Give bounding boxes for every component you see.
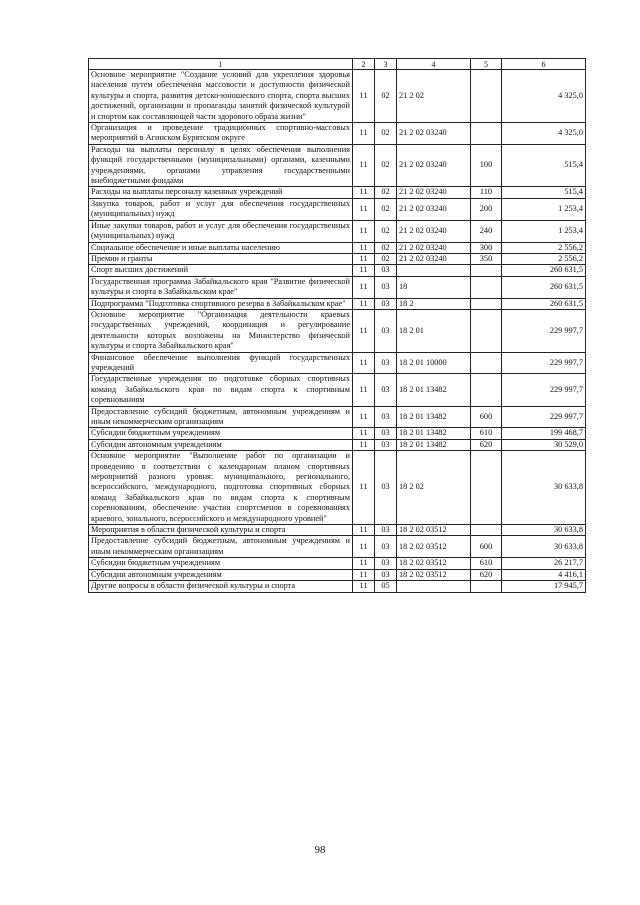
cell-name: Иные закупки товаров, работ и услуг для обеспечения государственных (муниципальных) нужд bbox=[89, 220, 353, 242]
header-col-6: 6 bbox=[502, 59, 586, 70]
cell-section: 11 bbox=[353, 144, 375, 187]
table-row bbox=[89, 439, 586, 450]
header-col-2: 2 bbox=[353, 59, 375, 70]
cell-subsection: 03 bbox=[375, 569, 397, 580]
cell-target-article: 21 2 02 03240 bbox=[397, 123, 471, 145]
cell-amount: 30 633,8 bbox=[502, 525, 586, 536]
cell-amount: 2 556,2 bbox=[502, 253, 586, 264]
cell-expense-type: 610 bbox=[471, 428, 502, 439]
cell-name: Закупка товаров, работ и услуг для обеспечения государственных (муниципальных) нужд bbox=[89, 198, 353, 220]
cell-amount: 2 556,2 bbox=[502, 242, 586, 253]
cell-subsection: 03 bbox=[375, 439, 397, 450]
cell-section: 11 bbox=[353, 70, 375, 123]
cell-section: 11 bbox=[353, 298, 375, 309]
cell-section: 11 bbox=[353, 123, 375, 145]
cell-subsection: 02 bbox=[375, 198, 397, 220]
cell-expense-type: 110 bbox=[471, 187, 502, 198]
cell-target-article: 18 2 01 10000 bbox=[397, 352, 471, 374]
cell-subsection: 03 bbox=[375, 352, 397, 374]
table-row bbox=[89, 569, 586, 580]
cell-name: Основное мероприятие "Выполнение работ по организации и проведению в соответствии с календарным планом спортивных мероприятий разного уровня: муниципального, регионального, всероссийского, международного, подготовка спортивных сборных команд Забайкальского края по видам спорта к спортивным соревнованиям, обеспечение участия спортсменов в соревнованиях краевого, зонального, всероссийского и международного уровней" bbox=[89, 451, 353, 525]
cell-subsection: 03 bbox=[375, 309, 397, 352]
cell-expense-type bbox=[471, 525, 502, 536]
cell-amount: 30 633,8 bbox=[502, 451, 586, 525]
table-row bbox=[89, 558, 586, 569]
cell-subsection: 03 bbox=[375, 298, 397, 309]
cell-section: 11 bbox=[353, 242, 375, 253]
cell-name: Государственная программа Забайкальского края "Развитие физической культуры и спорта в Забайкальском крае" bbox=[89, 276, 353, 298]
cell-section: 11 bbox=[353, 558, 375, 569]
table-row bbox=[89, 276, 586, 298]
table-row bbox=[89, 536, 586, 558]
cell-name: Субсидии автономным учреждениям bbox=[89, 569, 353, 580]
cell-section: 11 bbox=[353, 374, 375, 406]
table-row bbox=[89, 187, 586, 198]
cell-name: Мероприятия в области физической культуры и спорта bbox=[89, 525, 353, 536]
cell-expense-type bbox=[471, 374, 502, 406]
cell-subsection: 02 bbox=[375, 144, 397, 187]
cell-target-article: 21 2 02 03240 bbox=[397, 198, 471, 220]
cell-name: Социальное обеспечение и иные выплаты населению bbox=[89, 242, 353, 253]
cell-target-article: 18 2 01 13482 bbox=[397, 428, 471, 439]
cell-amount: 4 325,0 bbox=[502, 70, 586, 123]
cell-target-article: 18 2 02 03512 bbox=[397, 525, 471, 536]
cell-amount: 30 529,0 bbox=[502, 439, 586, 450]
cell-name: Другие вопросы в области физической культуры и спорта bbox=[89, 581, 353, 592]
cell-amount: 30 633,8 bbox=[502, 536, 586, 558]
cell-subsection: 02 bbox=[375, 187, 397, 198]
cell-amount: 229 997,7 bbox=[502, 374, 586, 406]
table-header-row bbox=[89, 59, 586, 70]
cell-expense-type bbox=[471, 123, 502, 145]
cell-expense-type: 100 bbox=[471, 144, 502, 187]
cell-target-article: 18 2 01 13482 bbox=[397, 439, 471, 450]
table-row bbox=[89, 428, 586, 439]
cell-name: Подпрограмма "Подготовка спортивного резерва в Забайкальском крае" bbox=[89, 298, 353, 309]
cell-target-article: 18 2 02 03512 bbox=[397, 569, 471, 580]
cell-name: Основное мероприятие "Создание условий для укрепления здоровья населения путем обеспечения массовости и доступности физической культуры и спорта, развития детско-юношеского спорта, спорта высших достижений, организации и пропаганды занятий физической культурой и спортом как составляющей части здорового образа жизни" bbox=[89, 70, 353, 123]
cell-amount: 515,4 bbox=[502, 187, 586, 198]
cell-target-article: 18 2 02 03512 bbox=[397, 558, 471, 569]
budget-table bbox=[88, 58, 586, 593]
cell-expense-type bbox=[471, 309, 502, 352]
cell-section: 11 bbox=[353, 525, 375, 536]
cell-target-article: 18 2 01 bbox=[397, 309, 471, 352]
cell-expense-type: 610 bbox=[471, 558, 502, 569]
header-col-1: 1 bbox=[89, 59, 353, 70]
cell-target-article: 18 2 bbox=[397, 298, 471, 309]
cell-section: 11 bbox=[353, 253, 375, 264]
cell-name: Финансовое обеспечение выполнения функций государственных учреждений bbox=[89, 352, 353, 374]
cell-expense-type bbox=[471, 581, 502, 592]
cell-target-article: 21 2 02 03240 bbox=[397, 242, 471, 253]
cell-section: 11 bbox=[353, 428, 375, 439]
cell-subsection: 03 bbox=[375, 536, 397, 558]
cell-name: Расходы на выплаты персоналу казенных учреждений bbox=[89, 187, 353, 198]
table-row bbox=[89, 70, 586, 123]
cell-section: 11 bbox=[353, 220, 375, 242]
cell-subsection: 03 bbox=[375, 558, 397, 569]
cell-subsection: 05 bbox=[375, 581, 397, 592]
table-row bbox=[89, 298, 586, 309]
cell-amount: 1 253,4 bbox=[502, 220, 586, 242]
cell-subsection: 03 bbox=[375, 276, 397, 298]
cell-target-article: 18 2 02 03512 bbox=[397, 536, 471, 558]
cell-amount: 17 945,7 bbox=[502, 581, 586, 592]
cell-subsection: 02 bbox=[375, 123, 397, 145]
table-row bbox=[89, 198, 586, 220]
cell-target-article bbox=[397, 581, 471, 592]
cell-name: Спорт высших достижений bbox=[89, 265, 353, 276]
header-col-5: 5 bbox=[471, 59, 502, 70]
cell-amount: 515,4 bbox=[502, 144, 586, 187]
cell-name: Предоставление субсидий бюджетным, автономным учреждениям и иным некоммерческим организациям bbox=[89, 536, 353, 558]
cell-target-article: 18 2 01 13482 bbox=[397, 374, 471, 406]
cell-target-article: 18 2 02 bbox=[397, 451, 471, 525]
table-row bbox=[89, 374, 586, 406]
table-row bbox=[89, 220, 586, 242]
table-row bbox=[89, 123, 586, 145]
cell-target-article bbox=[397, 265, 471, 276]
table-row bbox=[89, 265, 586, 276]
cell-amount: 229 997,7 bbox=[502, 309, 586, 352]
cell-expense-type: 350 bbox=[471, 253, 502, 264]
cell-section: 11 bbox=[353, 581, 375, 592]
cell-amount: 199 468,7 bbox=[502, 428, 586, 439]
cell-section: 11 bbox=[353, 406, 375, 428]
table-row bbox=[89, 406, 586, 428]
cell-amount: 4 325,0 bbox=[502, 123, 586, 145]
cell-subsection: 03 bbox=[375, 265, 397, 276]
table-row bbox=[89, 581, 586, 592]
table-row bbox=[89, 242, 586, 253]
table-row bbox=[89, 309, 586, 352]
cell-section: 11 bbox=[353, 439, 375, 450]
cell-name: Премии и гранты bbox=[89, 253, 353, 264]
cell-expense-type: 240 bbox=[471, 220, 502, 242]
cell-target-article: 18 bbox=[397, 276, 471, 298]
cell-amount: 229 997,7 bbox=[502, 406, 586, 428]
cell-amount: 26 217,7 bbox=[502, 558, 586, 569]
cell-target-article: 21 2 02 03240 bbox=[397, 187, 471, 198]
cell-expense-type: 200 bbox=[471, 198, 502, 220]
cell-section: 11 bbox=[353, 569, 375, 580]
cell-expense-type bbox=[471, 276, 502, 298]
cell-section: 11 bbox=[353, 187, 375, 198]
cell-amount: 260 631,5 bbox=[502, 298, 586, 309]
header-col-4: 4 bbox=[397, 59, 471, 70]
cell-name: Расходы на выплаты персоналу в целях обеспечения выполнения функций государственными (муниципальными) органами, казенными учреждениями, органами управления государственными внебюджетными фондами bbox=[89, 144, 353, 187]
cell-target-article: 21 2 02 03240 bbox=[397, 253, 471, 264]
cell-subsection: 03 bbox=[375, 451, 397, 525]
cell-section: 11 bbox=[353, 536, 375, 558]
cell-name: Государственные учреждения по подготовке сборных спортивных команд Забайкальского края по видам спорта к спортивным соревнованиям bbox=[89, 374, 353, 406]
cell-expense-type: 600 bbox=[471, 406, 502, 428]
table-row bbox=[89, 253, 586, 264]
cell-amount: 260 631,5 bbox=[502, 276, 586, 298]
page-number: 98 bbox=[314, 844, 326, 856]
table-row bbox=[89, 451, 586, 525]
cell-amount: 260 631,5 bbox=[502, 265, 586, 276]
table-row bbox=[89, 144, 586, 187]
table-row bbox=[89, 525, 586, 536]
cell-name: Основное мероприятие "Организация деятельности краевых государственных учреждений, координация и регулирование деятельности которых возложены на Министерство физической культуры и спорта Забайкальского края" bbox=[89, 309, 353, 352]
header-col-3: 3 bbox=[375, 59, 397, 70]
cell-section: 11 bbox=[353, 198, 375, 220]
cell-subsection: 03 bbox=[375, 525, 397, 536]
cell-name: Организация и проведение традиционных спортивно-массовых мероприятий в Агинском Бурятском округе bbox=[89, 123, 353, 145]
cell-amount: 4 416,1 bbox=[502, 569, 586, 580]
cell-subsection: 02 bbox=[375, 220, 397, 242]
cell-target-article: 21 2 02 bbox=[397, 70, 471, 123]
cell-subsection: 02 bbox=[375, 242, 397, 253]
table-row bbox=[89, 352, 586, 374]
cell-section: 11 bbox=[353, 265, 375, 276]
cell-subsection: 03 bbox=[375, 374, 397, 406]
cell-name: Субсидии бюджетным учреждениям bbox=[89, 428, 353, 439]
cell-section: 11 bbox=[353, 276, 375, 298]
cell-expense-type bbox=[471, 298, 502, 309]
cell-target-article: 21 2 02 03240 bbox=[397, 220, 471, 242]
cell-name: Предоставление субсидий бюджетным, автономным учреждениям и иным некоммерческим организациям bbox=[89, 406, 353, 428]
cell-expense-type: 600 bbox=[471, 536, 502, 558]
cell-subsection: 03 bbox=[375, 428, 397, 439]
cell-name: Субсидии бюджетным учреждениям bbox=[89, 558, 353, 569]
cell-subsection: 02 bbox=[375, 253, 397, 264]
cell-expense-type bbox=[471, 352, 502, 374]
cell-section: 11 bbox=[353, 451, 375, 525]
cell-expense-type: 300 bbox=[471, 242, 502, 253]
cell-expense-type bbox=[471, 451, 502, 525]
cell-target-article: 21 2 02 03240 bbox=[397, 144, 471, 187]
cell-amount: 1 253,4 bbox=[502, 198, 586, 220]
cell-expense-type: 620 bbox=[471, 569, 502, 580]
cell-subsection: 02 bbox=[375, 70, 397, 123]
cell-section: 11 bbox=[353, 309, 375, 352]
cell-expense-type bbox=[471, 70, 502, 123]
cell-expense-type: 620 bbox=[471, 439, 502, 450]
cell-name: Субсидии автономным учреждениям bbox=[89, 439, 353, 450]
cell-expense-type bbox=[471, 265, 502, 276]
cell-subsection: 03 bbox=[375, 406, 397, 428]
cell-amount: 229 997,7 bbox=[502, 352, 586, 374]
cell-target-article: 18 2 01 13482 bbox=[397, 406, 471, 428]
cell-section: 11 bbox=[353, 352, 375, 374]
